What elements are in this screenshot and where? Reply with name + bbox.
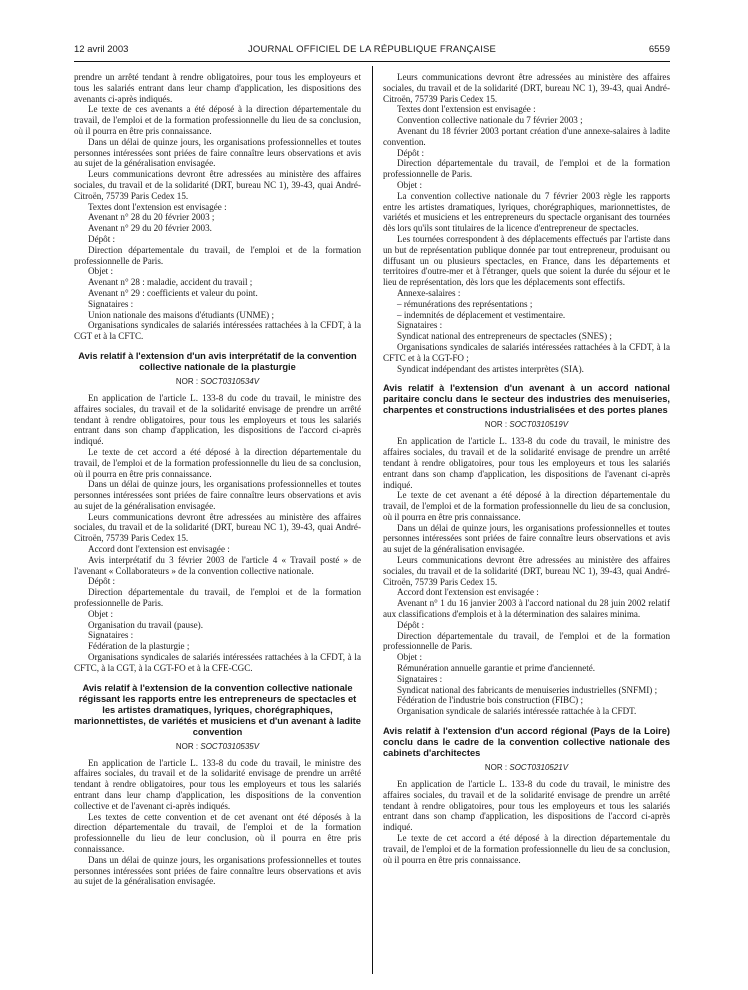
section-label: Textes dont l'extension est envisagée : bbox=[88, 201, 227, 212]
body-paragraph: Organisation du travail (pause). bbox=[88, 619, 203, 630]
list-item: – indemnités de déplacement et vestimentaire. bbox=[397, 309, 566, 320]
body-paragraph: Dans un délai de quinze jours, les organisations professionnelles et toutes personnes intéressées sont priées de faire connaître leurs observations et avis au sujet de la généralisation envisagée. bbox=[74, 479, 361, 511]
list-item: Organisations syndicales de salariés intéressées rattachées à la CFDT, à la CGT et à la CFTC. bbox=[74, 320, 361, 342]
body-paragraph: Dans un délai de quinze jours, les organisations professionnelles et toutes personnes intéressées sont priées de faire connaître leurs observations et avis au sujet de la généralisation envisagée. bbox=[383, 522, 670, 555]
list-item: Fédération de la plasturgie ; bbox=[88, 641, 190, 652]
section-label: Accord dont l'extension est envisagée : bbox=[397, 587, 539, 598]
body-paragraph: Avis interprétatif du 3 février 2003 de l'article 4 « Travail posté » de l'avenant « Collaborateurs » de la convention collective nationale. bbox=[74, 554, 361, 576]
notice-title: Avis relatif à l'extension d'un accord régional (Pays de la Loire) conclu dans le cadre de la convention collective nationale des cabinets d'architectes bbox=[383, 726, 670, 759]
nor-code: SOCT0310521V bbox=[509, 763, 569, 773]
body-paragraph: Direction départementale du travail, de l'emploi et de la formation professionnelle de Paris. bbox=[383, 630, 670, 652]
section-label: Signataires : bbox=[397, 320, 443, 331]
section-label: Dépôt : bbox=[88, 576, 116, 587]
body-paragraph: Leurs communications devront être adressées au ministère des affaires sociales, du travail et de la solidarité (DRT, bureau NC 1), 39-43, quai André-Citroën, 75739 Paris Cedex 15. bbox=[74, 169, 361, 201]
spacer bbox=[74, 674, 361, 683]
nor-code: SOCT0310535V bbox=[200, 741, 260, 751]
body-paragraph: En application de l'article L. 133-8 du code du travail, le ministre des affaires sociales, du travail et de la solidarité envisage de prendre un arrêté tendant à rendre obligatoires, pour tous les employeurs et tous les salariés entrant dans leur champ d'application, les dispositions de la convention collective et de l'avenant ci-après indiqués. bbox=[74, 757, 361, 811]
header-date: 12 avril 2003 bbox=[74, 44, 129, 55]
list-item: Union nationale des maisons d'étudiants (UNME) ; bbox=[88, 309, 275, 320]
nor-code: SOCT0310534V bbox=[200, 376, 260, 386]
body-paragraph: Le texte de cet avenant a été déposé à la direction départementale du travail, de l'emploi et de la formation professionnelle du lieu de sa conclusion, où il pourra en être pris connaissance. bbox=[383, 490, 670, 522]
list-item: Convention collective nationale du 7 février 2003 ; bbox=[397, 115, 583, 126]
nor-reference bbox=[74, 741, 361, 752]
section-label: Accord dont l'extension est envisagée : bbox=[88, 544, 230, 555]
section-label: Dépôt : bbox=[397, 619, 425, 630]
nor-reference bbox=[383, 762, 670, 773]
section-label: Signataires : bbox=[88, 298, 134, 309]
body-paragraph: Leurs communications devront être adressées au ministère des affaires sociales, du travail et de la solidarité (DRT, bureau NC 1), 39-43, quai André-Citroën, 75739 Paris Cedex 15. bbox=[383, 555, 670, 587]
list-item: Avenant n° 28 : maladie, accident du travail ; bbox=[88, 277, 253, 288]
list-item: Organisations syndicales de salariés intéressées rattachées à la CFDT, à la CFTC, à la CGT, à la CGT-FO et à la CFE-CGC. bbox=[74, 652, 361, 673]
nor-reference bbox=[383, 419, 670, 430]
body-paragraph: Dans un délai de quinze jours, les organisations professionnelles et toutes personnes intéressées sont priées de faire connaître leurs observations et avis au sujet de la généralisation envisagée. bbox=[74, 136, 361, 169]
nor-reference bbox=[74, 376, 361, 387]
list-item: Avenant n° 29 du 20 février 2003. bbox=[88, 223, 212, 234]
body-paragraph: Leurs communications devront être adressées au ministère des affaires sociales, du travail et de la solidarité (DRT, bureau NC 1), 39-43, quai André-Citroën, 75739 Paris Cedex 15. bbox=[383, 72, 670, 104]
notice-title: Avis relatif à l'extension de la convention collective nationale régissant les rapports entre les entrepreneurs de spectacles et les artistes dramatiques, lyriques, chorégraphiques, marionnettistes, de variétés et musiciens et d'un avenant à ladite convention bbox=[74, 682, 361, 737]
section-label: Objet : bbox=[397, 652, 423, 663]
list-item: – rémunérations des représentations ; bbox=[397, 298, 533, 309]
body-paragraph: Rémunération annuelle garantie et prime d'ancienneté. bbox=[397, 663, 596, 674]
body-paragraph: prendre un arrêté tendant à rendre obligatoires, pour tous les employeurs et tous les salariés entrant dans leur champ d'application, les dispositions des avenants ci-après indiqués. bbox=[74, 72, 361, 104]
body-paragraph: En application de l'article L. 133-8 du code du travail, le ministre des affaires sociales, du travail et de la solidarité envisage de prendre un arrêté tendant à rendre obligatoires, pour tous les employeurs et tous les salariés entrant dans son champ d'application, les dispositions de l'avenant ci-après indiqué. bbox=[383, 436, 670, 490]
list-item: Avenant n° 28 du 20 février 2003 ; bbox=[88, 212, 215, 223]
body-paragraph: En application de l'article L. 133-8 du code du travail, le ministre des affaires sociales, du travail et de la solidarité envisage de prendre un arrêté tendant à rendre obligatoires, pour tous les employeurs et tous les salariés entrant dans son champ d'application, les dispositions de l'accord ci-après indiqué. bbox=[74, 392, 361, 447]
section-label: Objet : bbox=[88, 266, 114, 277]
section-label: Signataires : bbox=[397, 673, 443, 684]
section-label: Objet : bbox=[88, 608, 114, 619]
list-item: Avenant n° 29 : coefficients et valeur du point. bbox=[88, 287, 258, 298]
nor-label: NOR : bbox=[484, 763, 508, 773]
body-paragraph: Direction départementale du travail, de l'emploi et de la formation professionnelle de Paris. bbox=[74, 244, 361, 266]
body-paragraph: Avenant n° 1 du 16 janvier 2003 à l'accord national du 28 juin 2002 relatif aux classifications d'emplois et à la détermination des salaires minima. bbox=[383, 598, 670, 620]
list-item: Avenant du 18 février 2003 portant création d'une annexe-salaires à ladite convention. bbox=[383, 125, 670, 147]
list-item: Organisations syndicales de salariés intéressées rattachées à la CFDT, à la CFTC et à la CGT-FO ; bbox=[383, 341, 670, 363]
body-paragraph: Leurs communications devront être adressées au ministère des affaires sociales, du travail et de la solidarité (DRT, bureau NC 1), 39-43, quai André-Citroën, 75739 Paris Cedex 15. bbox=[74, 511, 361, 544]
page-number: 6559 bbox=[648, 44, 670, 55]
list-item: Fédération de l'industrie bois construction (FIBC) ; bbox=[397, 695, 584, 706]
body-paragraph: Le texte de cet accord a été déposé à la direction départementale du travail, de l'emploi et de la formation professionnelle du lieu de sa conclusion, où il pourra en être pris connaissance. bbox=[383, 833, 670, 865]
spacer bbox=[383, 374, 670, 383]
list-item: Syndicat national des fabricants de menuiseries industrielles (SNFMI) ; bbox=[397, 684, 658, 695]
header-rule bbox=[74, 61, 670, 62]
nor-label: NOR : bbox=[175, 376, 199, 386]
section-label: Objet : bbox=[397, 179, 423, 190]
right-column bbox=[383, 72, 670, 865]
notice-title: Avis relatif à l'extension d'un avis interprétatif de la convention collective nationale de la plasturgie bbox=[78, 350, 357, 372]
list-item: Syndicat national des entrepreneurs de spectacles (SNES) ; bbox=[397, 331, 612, 342]
section-label: Textes dont l'extension est envisagée : bbox=[397, 104, 536, 115]
body-paragraph: La convention collective nationale du 7 février 2003 règle les rapports entre les artistes dramatiques, lyriques, chorégraphiques, marionnettistes, de variétés et musiciens et les entrepreneurs du spectacle organisant des tournées dès lors qu'ils sont titulaires de la licence d'entrepreneur de spectacles. bbox=[383, 190, 670, 234]
section-label: Dépôt : bbox=[397, 147, 425, 158]
left-column bbox=[74, 72, 361, 887]
list-item: Organisation syndicale de salariés intéressée rattachée à la CFDT. bbox=[397, 706, 637, 717]
spacer bbox=[74, 342, 361, 351]
nor-label: NOR : bbox=[484, 420, 508, 430]
nor-label: NOR : bbox=[175, 741, 199, 751]
body-paragraph: Le texte de ces avenants a été déposé à la direction départementale du travail, de l'emploi et de la formation professionnelle du lieu de sa conclusion, où il pourra en être pris connaissance. bbox=[74, 104, 361, 136]
body-paragraph: En application de l'article L. 133-8 du code du travail, le ministre des affaires sociales, du travail et de la solidarité envisage de prendre un arrêté tendant à rendre obligatoires, pour tous les employeurs et tous les salariés entrant dans son champ d'application, les dispositions de l'accord ci-après indiqué. bbox=[383, 779, 670, 833]
page-header bbox=[74, 43, 670, 57]
body-paragraph: Les textes de cette convention et de cet avenant ont été déposés à la direction départementale du travail, de l'emploi et de la formation professionnelle du lieu de leur conclusion, où il pourra en être pris connaissance. bbox=[74, 811, 361, 855]
body-paragraph: Les tournées correspondent à des déplacements effectués par l'artiste dans un but de représentation publique donnée par tout entrepreneur, produisant ou diffusant un ou plusieurs spectacles, en France, dans les départements et territoires d'outre-mer et à l'étranger, quels que soient la durée du séjour et le lieu de représentation, dès lors que les déplacements sont effectifs. bbox=[383, 233, 670, 288]
body-paragraph: Dans un délai de quinze jours, les organisations professionnelles et toutes personnes intéressées sont priées de faire connaître leurs observations et avis au sujet de la généralisation envisagée. bbox=[74, 854, 361, 887]
notice-title: Avis relatif à l'extension d'un avenant à un accord national paritaire conclu dans le secteur des industries des menuiseries, charpentes et constructions industrialisées et des portes planes bbox=[383, 383, 670, 416]
nor-code: SOCT0310519V bbox=[509, 420, 569, 430]
section-label: Signataires : bbox=[88, 630, 134, 641]
column-divider bbox=[372, 66, 373, 974]
section-label: Dépôt : bbox=[88, 233, 116, 244]
body-paragraph: Direction départementale du travail, de l'emploi et de la formation professionnelle de Paris. bbox=[383, 158, 670, 180]
section-label: Annexe-salaires : bbox=[397, 287, 461, 298]
body-paragraph: Direction départementale du travail, de l'emploi et de la formation professionnelle de Paris. bbox=[74, 587, 361, 609]
journal-title: JOURNAL OFFICIEL DE LA RÉPUBLIQUE FRANÇAISE bbox=[247, 44, 497, 55]
list-item: Syndicat indépendant des artistes interprètes (SIA). bbox=[397, 363, 584, 374]
spacer bbox=[383, 717, 670, 726]
body-paragraph: Le texte de cet accord a été déposé à la direction départementale du travail, de l'emploi et de la formation professionnelle du lieu de sa conclusion, où il pourra en être pris connaissance. bbox=[74, 446, 361, 479]
